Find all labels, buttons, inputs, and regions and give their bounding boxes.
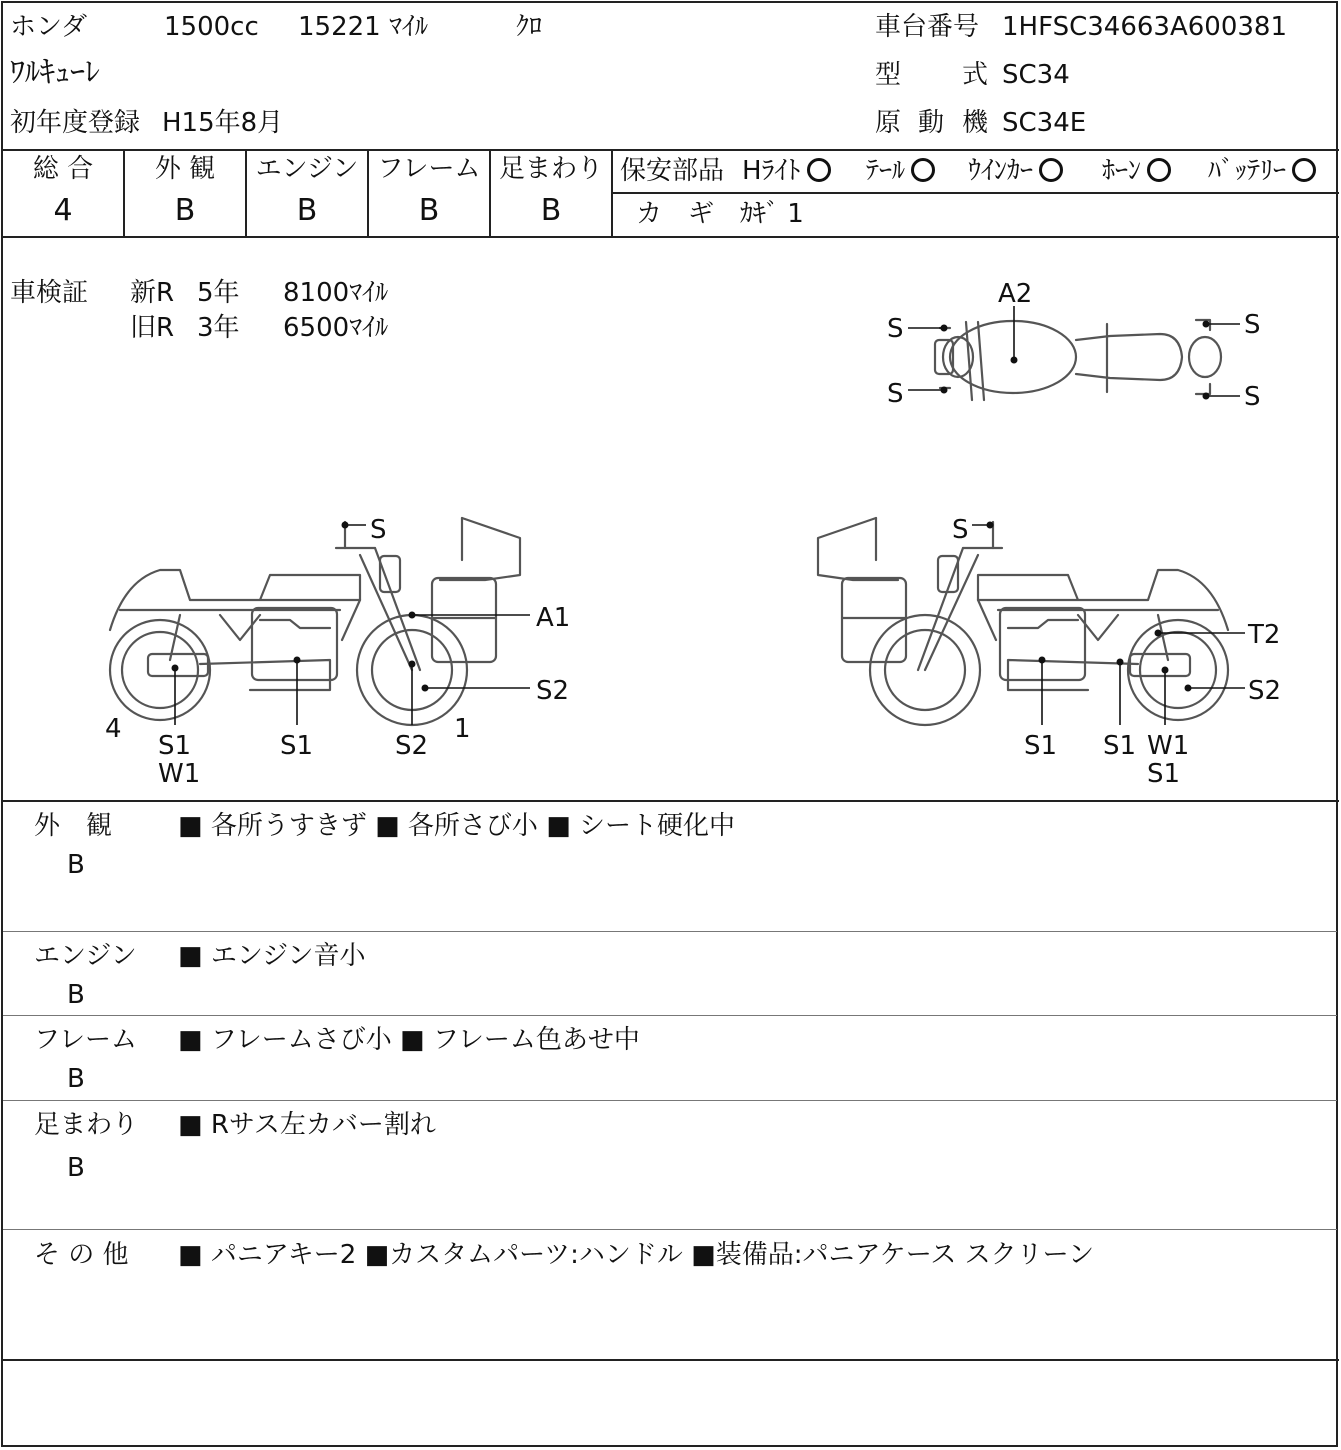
grade-exterior-label: 外 観 <box>154 154 216 184</box>
bike-left-view <box>110 518 520 725</box>
inspection-old-years: 3年 <box>197 313 240 343</box>
engine-value: SC34E <box>1002 108 1087 138</box>
inspection-old-r: 旧R <box>130 313 175 343</box>
diagram-bottom-divider <box>1 800 1339 802</box>
remark-grade: B <box>67 1064 85 1094</box>
remark-text: ■ エンジン音小 <box>178 941 366 971</box>
safety-item-winker: ｳｲﾝｶｰ <box>968 158 1063 184</box>
left-label-s-mirror: S <box>370 515 387 545</box>
grade-suspension-label: 足まわり <box>498 154 603 184</box>
remark-text: ■ Rサス左カバー割れ <box>178 1110 436 1140</box>
inspection-new-r: 新R <box>130 278 175 308</box>
remark-label: 足まわり <box>34 1110 139 1140</box>
type-label-1: 型 <box>875 60 902 90</box>
first-registration-label: 初年度登録 <box>10 108 141 138</box>
key-value: ｶｷﾞ 1 <box>740 199 804 229</box>
left-label-1: 1 <box>454 714 471 744</box>
frame-no-value: 1HFSC34663A600381 <box>1002 12 1287 42</box>
right-label-w1: W1 <box>1147 731 1190 761</box>
left-label-s2-wheel: S2 <box>536 676 570 706</box>
right-view-markers <box>972 522 1245 726</box>
safety-item-tail: ﾃｰﾙ <box>866 158 935 184</box>
inspection-new-years: 5年 <box>197 278 240 308</box>
left-label-s1-muffler: S1 <box>158 731 192 761</box>
remark-label: フレーム <box>34 1025 137 1055</box>
top-label-s-front-left: S <box>887 314 904 344</box>
remark-divider <box>3 1100 1337 1101</box>
engine-label-2: 動 <box>918 108 945 138</box>
remark-text: ■ 各所うすきず ■ 各所さび小 ■ シート硬化中 <box>178 811 736 841</box>
type-label-2: 式 <box>962 60 989 90</box>
remark-label: そ の 他 <box>34 1240 129 1270</box>
left-label-4: 4 <box>105 714 122 744</box>
engine-label-3: 機 <box>962 108 989 138</box>
left-label-a1: A1 <box>536 603 571 633</box>
footer-divider <box>1 1359 1339 1361</box>
right-label-s1-wheel: S1 <box>1147 759 1181 789</box>
grade-engine-label: エンジン <box>255 154 359 184</box>
remark-grade: B <box>67 1153 85 1183</box>
bike-right-view <box>818 518 1228 725</box>
left-label-s2-fork: S2 <box>395 731 429 761</box>
remark-text: ■ パニアキー2 ■カスタムパーツ:ハンドル ■装備品:パニアケース スクリーン <box>178 1240 1095 1270</box>
safety-item-horn: ﾎｰﾝ <box>1102 158 1171 184</box>
grade-frame-label: フレーム <box>377 154 481 184</box>
remark-grade: B <box>67 980 85 1010</box>
inspection-old-miles: 6500ﾏｲﾙ <box>283 313 389 343</box>
mileage: 15221 ﾏｲﾙ <box>298 12 428 42</box>
type-value: SC34 <box>1002 60 1070 90</box>
safety-item-headlight: Hﾗｲﾄ <box>742 158 831 184</box>
bike-top-view <box>935 320 1221 400</box>
grade-exterior-value: B <box>174 193 196 228</box>
right-label-s1-exhaust: S1 <box>1103 731 1137 761</box>
safety-label: 保安部品 <box>620 156 725 186</box>
top-label-s-front-right: S <box>887 379 904 409</box>
color: ｸﾛ <box>516 12 543 42</box>
inspection-label: 車検証 <box>10 278 89 308</box>
left-label-s1-engine: S1 <box>280 731 314 761</box>
right-label-t2: T2 <box>1248 620 1281 650</box>
grade-overall-label: 総 合 <box>32 154 94 184</box>
remark-grade: B <box>67 850 85 880</box>
grade-frame-value: B <box>418 193 440 228</box>
top-label-a2: A2 <box>998 279 1033 309</box>
remark-label: 外 観 <box>34 811 113 841</box>
remark-divider <box>3 1015 1337 1016</box>
right-label-s2: S2 <box>1248 676 1282 706</box>
grade-suspension-value: B <box>540 193 562 228</box>
right-label-s1-engine: S1 <box>1024 731 1058 761</box>
remark-text: ■ フレームさび小 ■ フレーム色あせ中 <box>178 1025 640 1055</box>
grade-overall-value: 4 <box>53 193 73 228</box>
inspection-new-miles: 8100ﾏｲﾙ <box>283 278 389 308</box>
first-registration-value: H15年8月 <box>162 108 284 138</box>
left-label-w1: W1 <box>158 759 201 789</box>
maker: ホンダ <box>10 12 87 42</box>
remark-divider <box>3 931 1337 932</box>
grade-engine-value: B <box>296 193 318 228</box>
top-label-s-rear-right: S <box>1244 382 1261 412</box>
displacement: 1500cc <box>164 12 259 42</box>
remark-divider <box>3 1229 1337 1230</box>
remark-label: エンジン <box>34 941 137 971</box>
engine-label-1: 原 <box>875 108 902 138</box>
right-label-s-mirror: S <box>952 515 969 545</box>
key-label: カ ギ <box>636 199 715 229</box>
model-name: ﾜﾙｷｭｰﾚ <box>10 55 100 90</box>
top-label-s-rear-left: S <box>1244 310 1261 340</box>
frame-no-label: 車台番号 <box>875 12 980 42</box>
safety-item-battery: ﾊﾞｯﾃﾘｰ <box>1208 158 1316 184</box>
